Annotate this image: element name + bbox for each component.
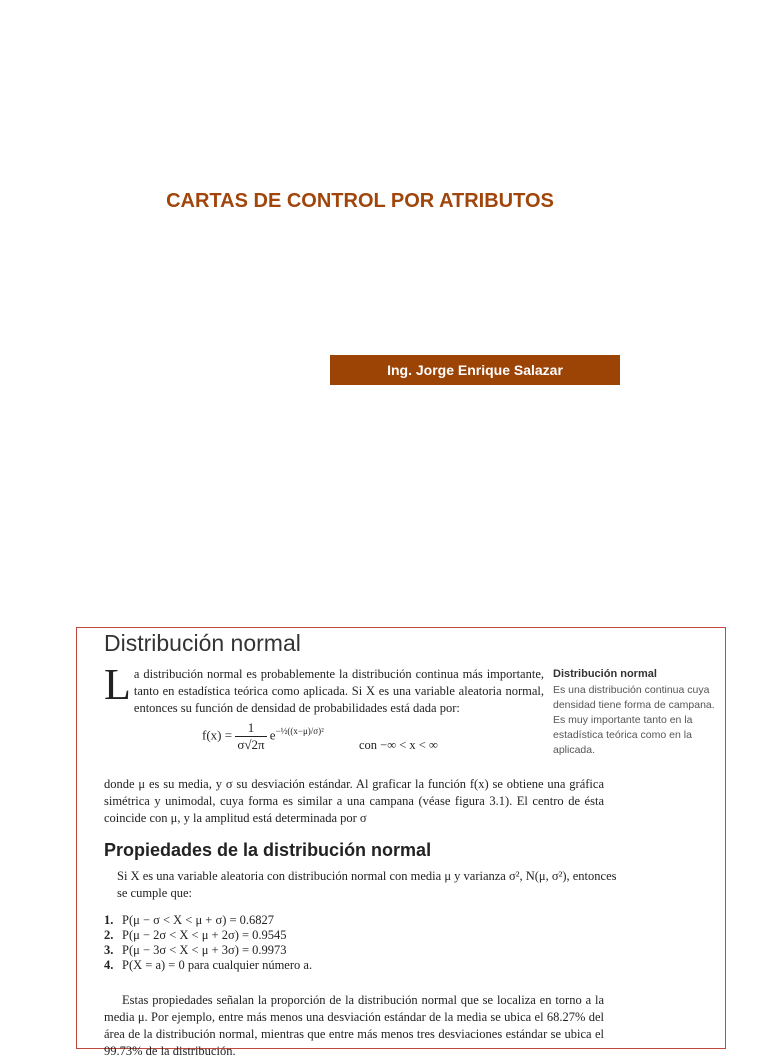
excerpt-heading: Distribución normal	[104, 630, 301, 656]
formula-exponent: −½((x−μ)/σ)²	[275, 726, 324, 737]
formula-fraction	[235, 720, 266, 753]
formula-lhs: f(x) =	[202, 727, 233, 743]
closing-paragraph: Estas propiedades señalan la proporción de la distribución normal que se localiza en torno a la media μ. Por ejemplo, entre más menos una desviación estándar de la media se ubica el 68.27% del área de la distribución normal, mientras que entre más menos tres desviaciones estándar se ubica el 99.73% de la distribución.	[104, 993, 604, 1058]
property-item: 1. P(μ − σ < X < μ + σ) = 0.6827	[104, 913, 275, 927]
density-formula	[202, 720, 324, 753]
property-item: 3. P(μ − 3σ < X < μ + 3σ) = 0.9973	[104, 943, 287, 957]
margin-note-text: Es una distribución continua cuya densidad tiene forma de campana. Es muy importante tanto en la estadística teórica como en la aplicada.	[553, 684, 715, 756]
formula-e: e	[269, 727, 276, 743]
drop-cap: L	[104, 660, 131, 709]
intro-text: a distribución normal es probablemente la distribución continua más importante, tanto en estadística teórica como aplicada. Si X es una variable aleatoria normal, entonces su función de densidad de probabilidades está dada por:	[133, 667, 544, 715]
property-item: 4. P(X = a) = 0 para cualquier número a.	[104, 958, 313, 972]
formula-numerator: 1	[235, 720, 266, 737]
formula-denominator: σ√2π	[237, 737, 265, 752]
margin-note-title: Distribución normal	[553, 668, 657, 680]
property-item: 2. P(μ − 2σ < X < μ + 2σ) = 0.9545	[104, 928, 287, 942]
properties-list	[104, 913, 312, 973]
author-name: Ing. Jorge Enrique Salazar	[387, 362, 563, 378]
formula-condition: con −∞ < x < ∞	[359, 738, 438, 752]
properties-heading: Propiedades de la distribución normal	[104, 840, 432, 860]
mean-paragraph: donde μ es su media, y σ su desviación estándar. Al graficar la función f(x) se obtiene una gráfica simétrica y unimodal, cuya forma es similar a una campana (véase figura 3.1). El centro de ésta coincide con μ, y la amplitud está determinada por σ	[104, 777, 604, 825]
properties-intro: Si X es una variable aleatoria con distribución normal con media μ y varianza σ², N(μ, σ²), entonces se cumple que:	[117, 869, 617, 900]
textbook-excerpt	[76, 627, 726, 1058]
slide-title: CARTAS DE CONTROL POR ATRIBUTOS	[166, 190, 554, 212]
intro-paragraph	[104, 660, 544, 717]
author-banner	[330, 355, 620, 385]
